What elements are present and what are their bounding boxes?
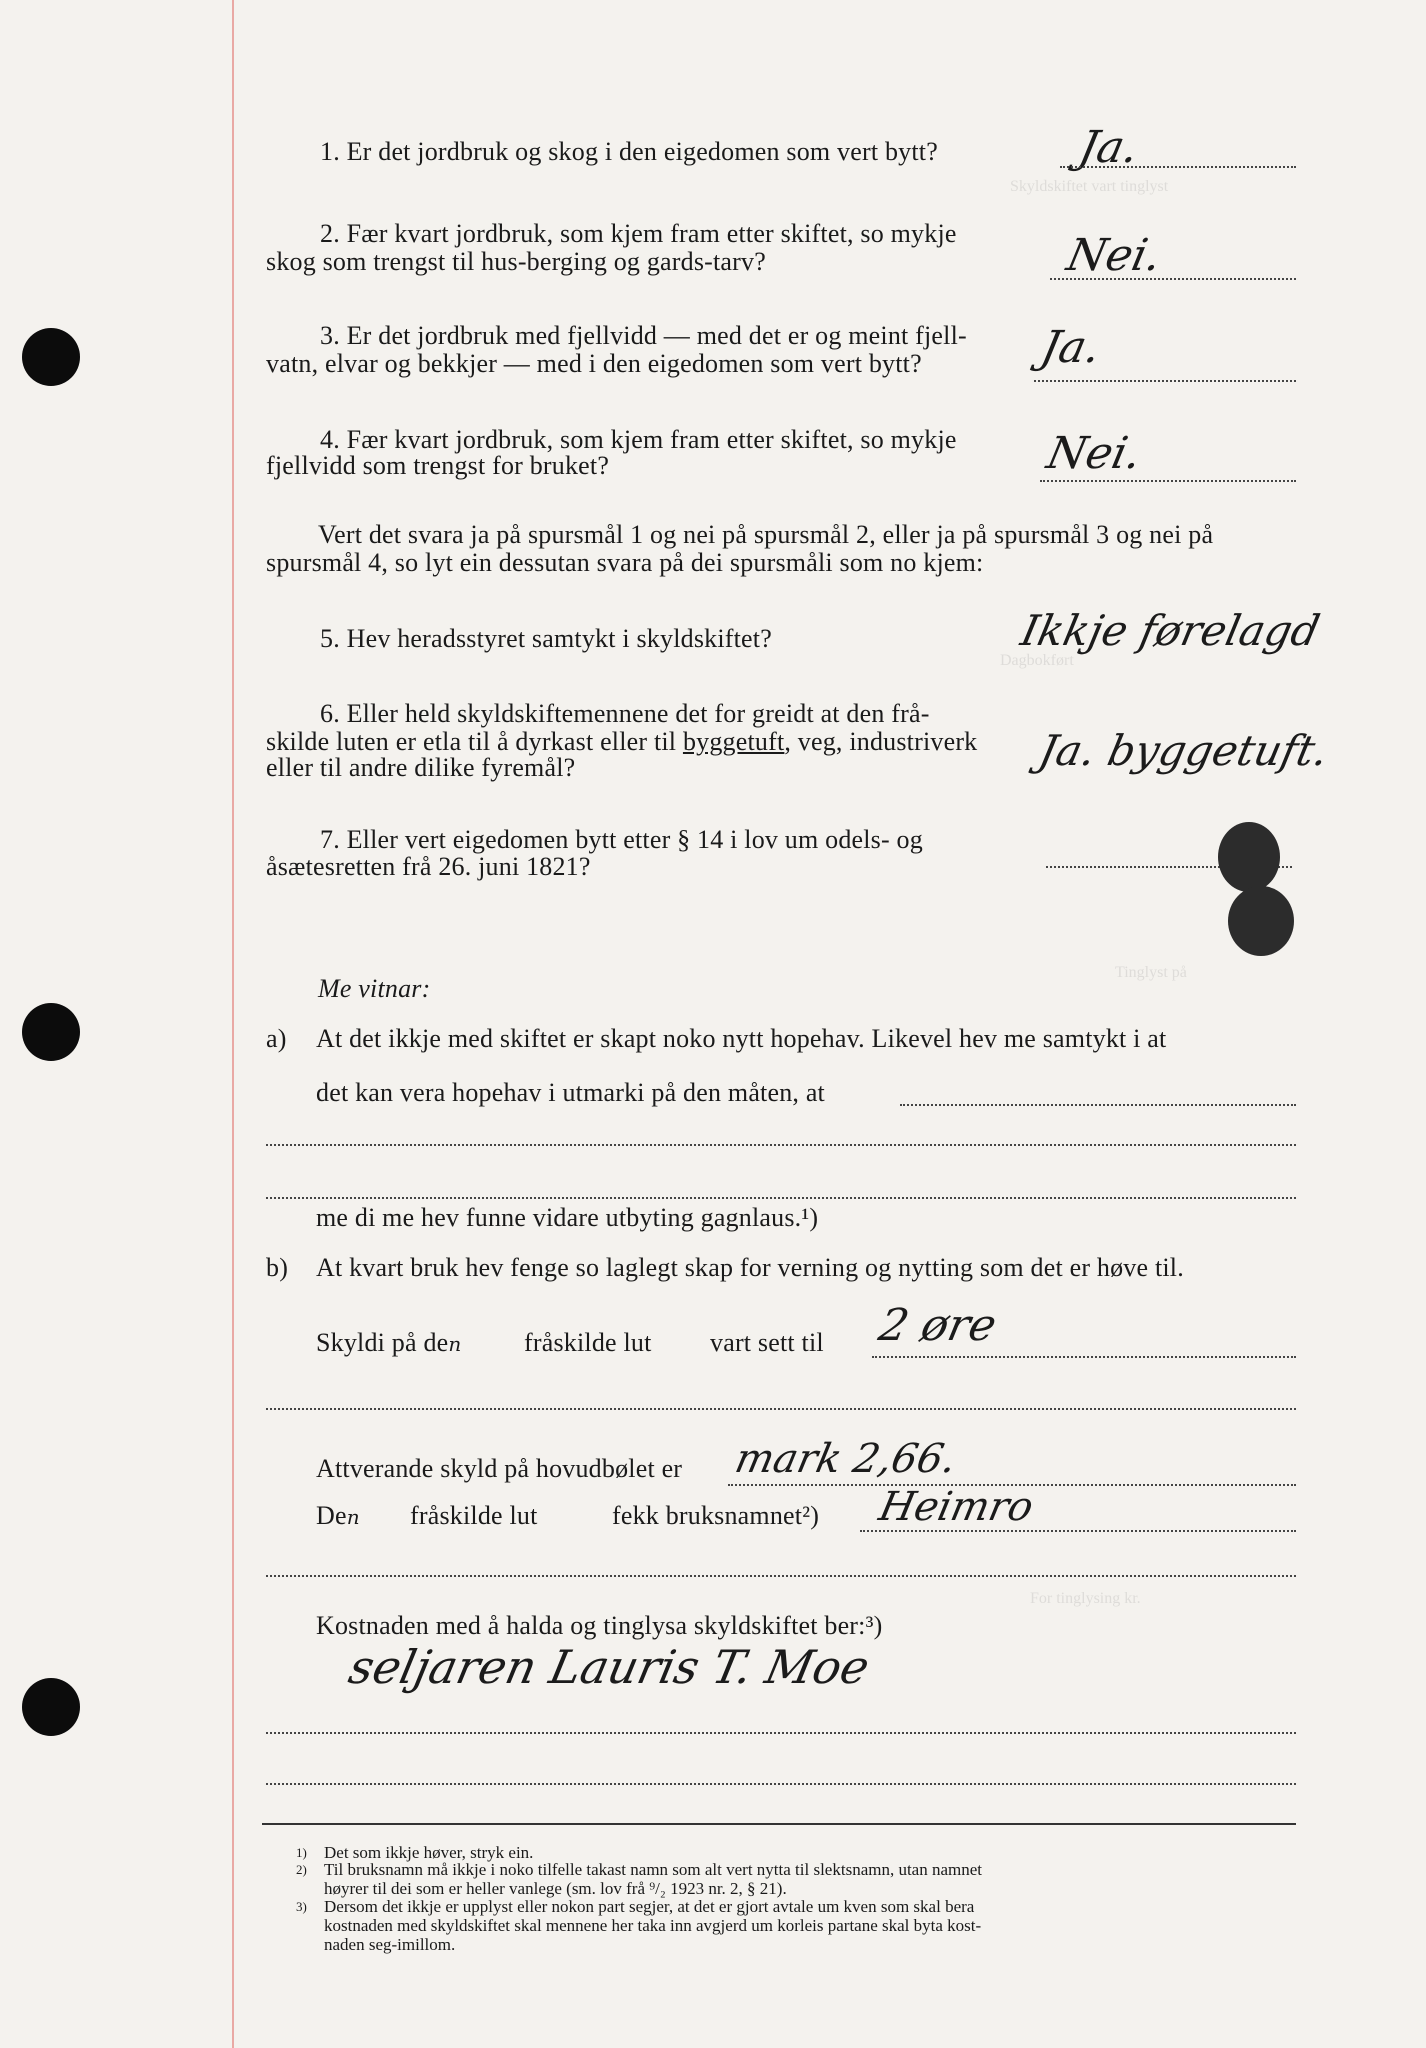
fill-line [266,1197,1296,1199]
punch-hole [22,328,80,386]
kostnad-answer: seljaren Lauris T. Moe [344,1640,875,1694]
question-7-text: 7. Eller vert eigedomen bytt etter § 14 i lov um odels- og [320,825,923,854]
bleed-through-text: Skyldskiftet vart tinglyst [1010,178,1169,195]
item-a-text: me di me hev funne vidare utbyting gagnlaus.¹) [316,1203,819,1232]
footnote-text: høyrer til dei som er heller vanlege (sm. lov frå ⁹/₂ 1923 nr. 2, § 21). [324,1879,787,1898]
punch-hole [22,1003,80,1061]
bleed-through-text: Dagbokført [1000,652,1074,669]
question-7-text: åsætesretten frå 26. juni 1821? [266,852,591,881]
margin-line [232,0,234,2048]
punch-hole [22,1678,80,1736]
fill-line [266,1783,1296,1785]
intro-text: Vert det svara ja på spursmål 1 og nei på spursmål 2, eller ja på spursmål 3 og nei på [318,520,1214,549]
divider [262,1823,1296,1825]
attverande-answer: mark 2,66. [731,1436,961,1482]
fill-line [266,1575,1296,1577]
skyld-answer: 2 øre [874,1300,1001,1351]
question-2-answer: Nei. [1062,230,1167,281]
item-a-label: a) [266,1024,287,1053]
footnote-text: kostnaden med skyldskiftet skal mennene her taka inn avgjerd um korleis partane skal byta kost- [324,1916,982,1935]
footnote-text: naden seg-imillom. [324,1935,456,1954]
footnote-number: 3) [296,1899,307,1914]
question-2-text: skog som trengst til hus-berging og gards-tarv? [266,247,766,276]
question-4-text: 4. Fær kvart jordbruk, som kjem fram etter skiftet, so mykje [320,425,957,454]
bleed-through-text: For tinglysing kr. [1030,1590,1141,1607]
question-3-text: vatn, elvar og bekkjer — med i den eigedomen som vert bytt? [266,349,922,378]
fill-line [900,1104,1296,1106]
bruksnamn-label: fekk bruksnamnet²) [612,1501,820,1530]
question-5-answer: Ikkje førelagd [1016,606,1324,655]
item-a-text: det kan vera hopehav i utmarki på den måten, at [316,1078,825,1107]
answer-line [1040,480,1296,482]
question-5-text: 5. Hev heradsstyret samtykt i skyldskiftet? [320,624,772,653]
question-6-text: skilde luten er etla til å dyrkast eller til byggetuft, veg, industriverk [266,727,978,756]
question-3-text: 3. Er det jordbruk med fjellvidd — med det er og meint fjell- [320,321,967,350]
ink-blot [1228,886,1294,956]
bruksnamn-label: Den [316,1501,360,1530]
footnote-number: 2) [296,1862,307,1877]
intro-text: spursmål 4, so lyt ein dessutan svara på dei spursmåli som no kjem: [266,548,984,577]
item-b-label: b) [266,1253,289,1282]
bruksnamn-answer: Heimro [875,1484,1038,1530]
skyld-label: vart sett til [710,1328,824,1357]
answer-line [1060,166,1296,168]
skyld-label: Skyldi på den [316,1328,462,1357]
fill-line [872,1356,1296,1358]
ink-blot [1218,822,1280,892]
answer-line [1050,278,1296,280]
question-4-answer: Nei. [1042,428,1147,479]
question-1-answer: Ja. [1074,122,1144,173]
question-2-text: 2. Fær kvart jordbruk, som kjem fram etter skiftet, so mykje [320,219,957,248]
question-6-text: 6. Eller held skyldskiftemennene det for greidt at den frå- [320,699,930,728]
question-3-answer: Ja. [1036,322,1106,373]
question-6-text: eller til andre dilike fyremål? [266,753,576,782]
fill-line [266,1732,1296,1734]
bruksnamn-label: fråskilde lut [410,1501,538,1530]
skyld-label: fråskilde lut [524,1328,652,1357]
footnote-number: 1) [296,1845,307,1860]
fill-line [860,1530,1296,1532]
kostnad-label: Kostnaden med å halda og tinglysa skyldskiftet ber:³) [316,1611,883,1640]
item-a-text: At det ikkje med skiftet er skapt noko nytt hopehav. Likevel hev me samtykt i at [316,1024,1167,1053]
question-6-answer: Ja. byggetuft. [1034,726,1333,775]
answer-line [1034,380,1296,382]
fill-line [266,1144,1296,1146]
question-4-text: fjellvidd som trengst for bruket? [266,451,610,480]
item-b-text: At kvart bruk hev fenge so laglegt skap for verning og nytting som det er høve til. [316,1253,1184,1282]
bleed-through-text: Tinglyst på [1115,964,1187,981]
footnote-text: Det som ikkje høver, stryk ein. [324,1843,534,1862]
footnote-text: Til bruksnamn må ikkje i noko tilfelle takast namn som alt vert nytta til slektsnamn, utan namnet [324,1860,983,1879]
question-1-text: 1. Er det jordbruk og skog i den eigedomen som vert bytt? [320,137,938,166]
witness-heading: Me vitnar: [318,974,431,1003]
footnote-text: Dersom det ikkje er upplyst eller nokon part segjer, at det er gjort avtale um kven som skal bera [324,1897,975,1916]
fill-line [266,1408,1296,1410]
attverande-label: Attverande skyld på hovudbølet er [316,1454,683,1483]
